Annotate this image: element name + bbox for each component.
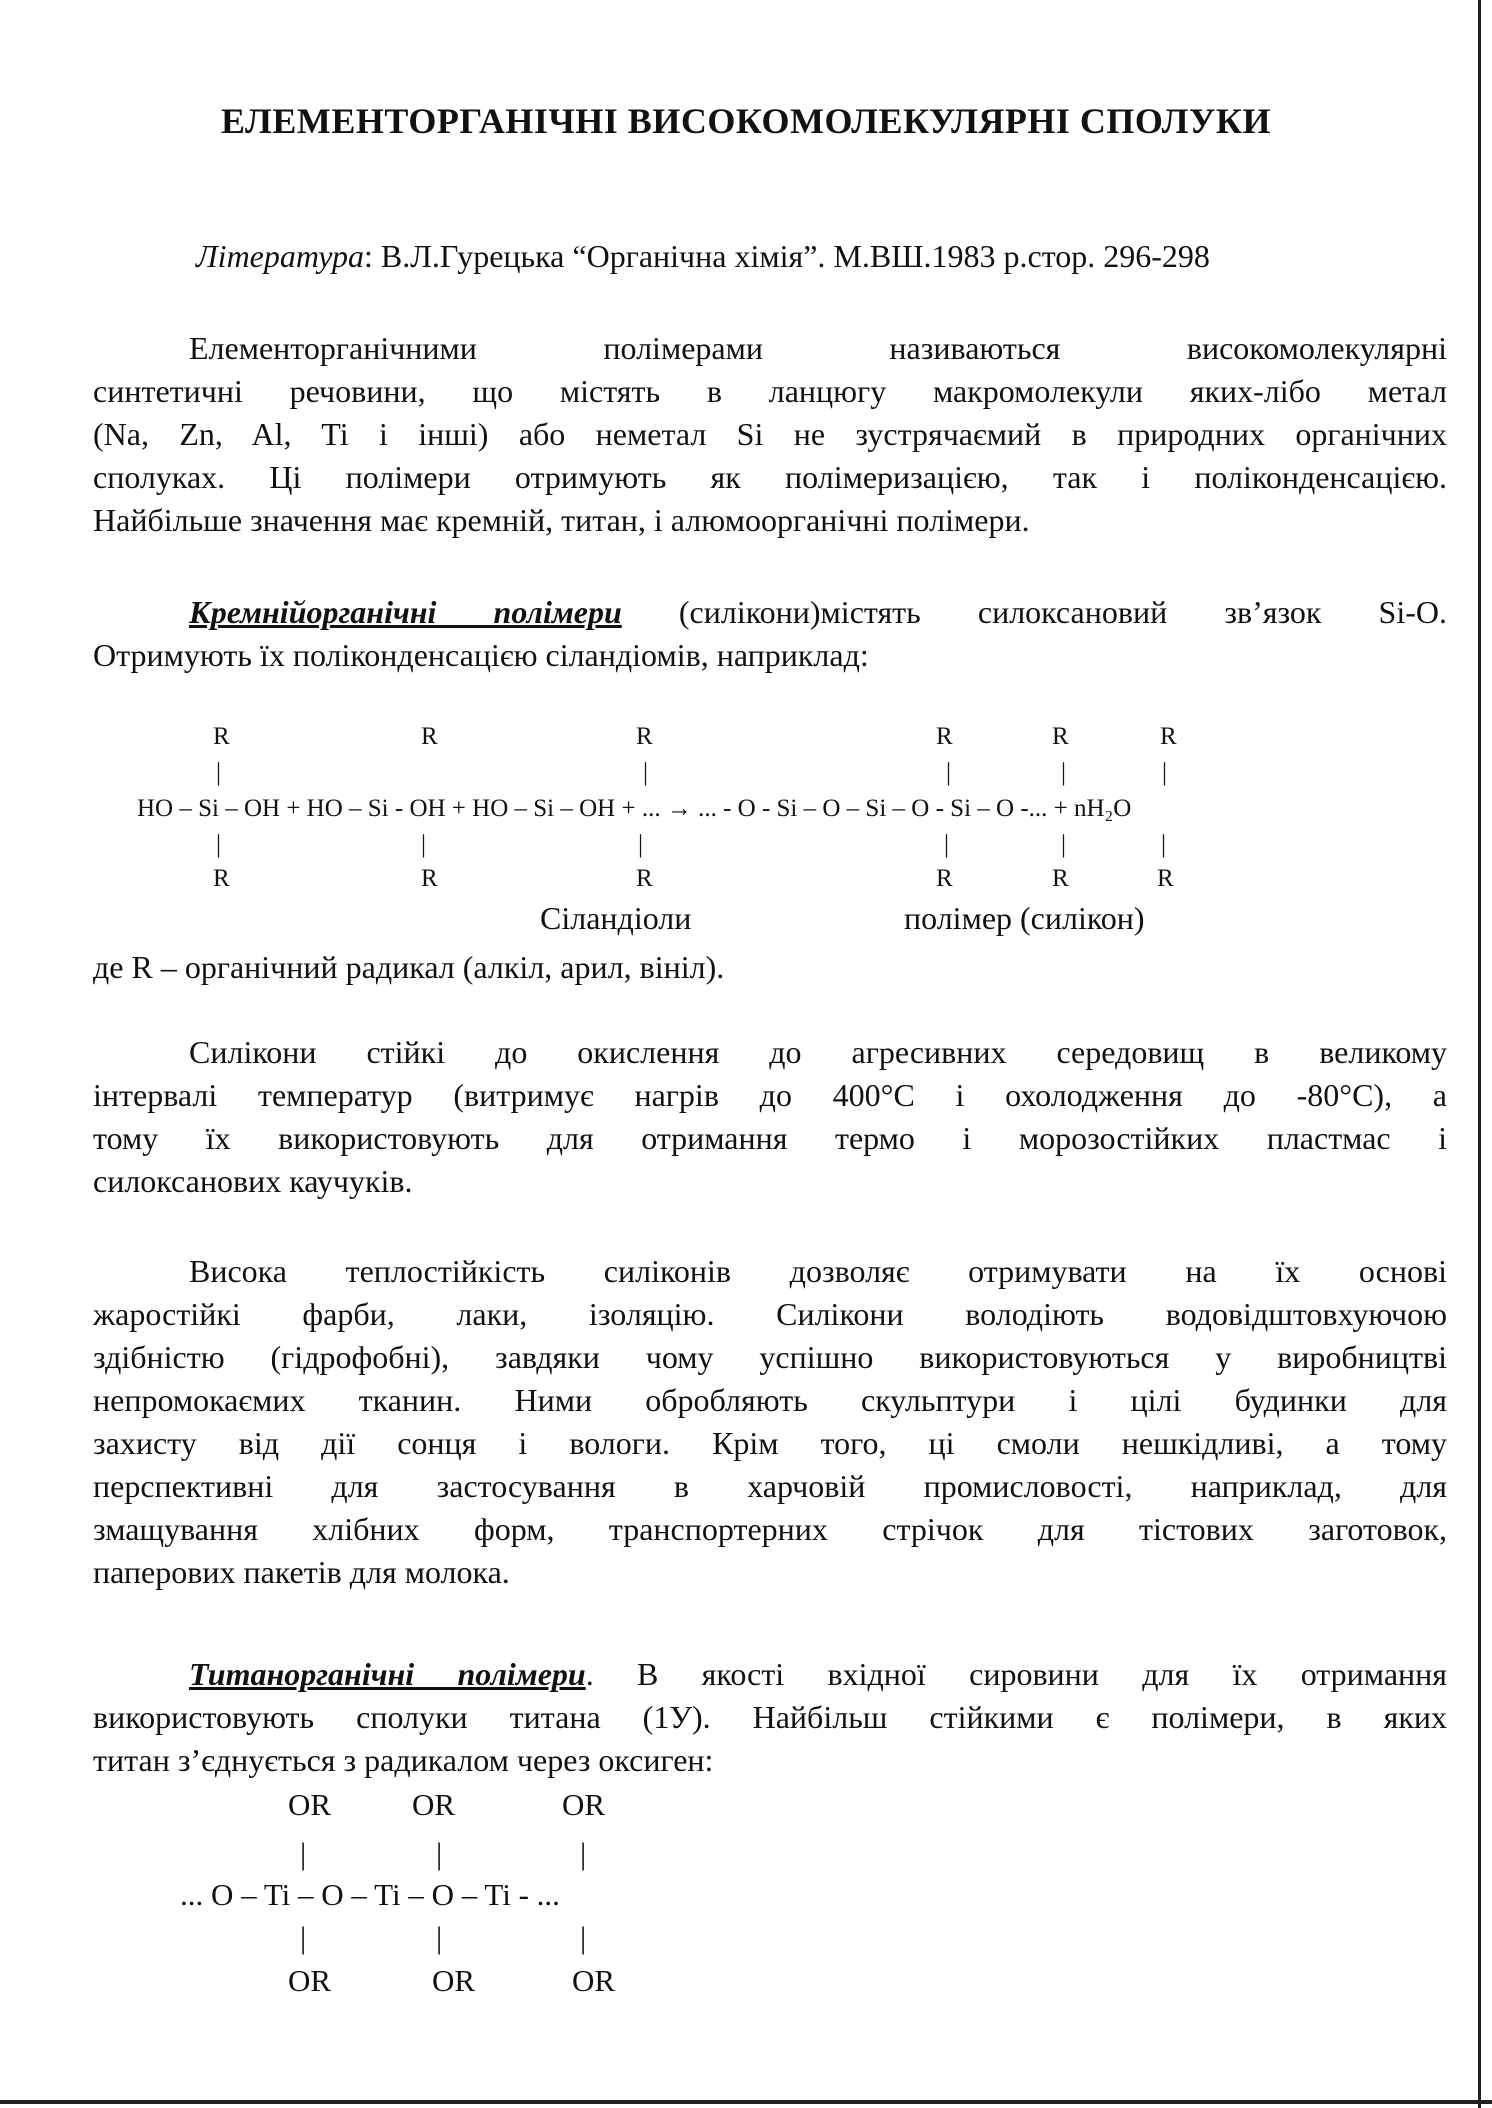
- literature-text: : В.Л.Гурецька “Органічна хімія”. М.ВШ.1983 р.стор. 296-298: [363, 238, 1210, 274]
- scheme2-bond: |: [436, 1920, 443, 1955]
- scheme2-bond: |: [300, 1920, 307, 1955]
- intro-line: Найбільше значення має кремній, титан, і алюмоорганічні полімери.: [93, 502, 1030, 538]
- titanium-line: титан з’єднується з радикалом через оксиген:: [93, 1742, 714, 1778]
- scheme-bond: |: [944, 831, 950, 858]
- scheme2-or-label: OR: [288, 1787, 332, 1822]
- scheme-bond: |: [1162, 759, 1168, 786]
- properties-line: непромокаємих тканин. Ними обробляють скульптури і цілі будинки для: [93, 1382, 1447, 1418]
- properties-line: Силікони стійкі до окислення до агресивних середовищ в великому: [189, 1034, 1447, 1070]
- properties-line: здібністю (гідрофобні), завдяки чому успішно використовуються у виробництві: [93, 1339, 1447, 1375]
- scheme-bond: |: [638, 831, 644, 858]
- scheme-bond: |: [216, 831, 222, 858]
- properties-line: змащування хлібних форм, транспортерних стрічок для тістових заготовок,: [93, 1511, 1447, 1547]
- scheme-bond: |: [1161, 831, 1167, 858]
- properties-line: Висока теплостійкість силіконів дозволяє отримувати на їх основі: [189, 1253, 1447, 1289]
- properties-paragraph-2: [93, 1250, 1447, 1594]
- literature-label: Література: [196, 238, 364, 274]
- scheme-equation: HO – Si – OH + HO – Si - OH + HO – Si – OH + ... → ... - O - Si – O – Si – O - Si – O -... + nH₂O: [137, 795, 1132, 822]
- page-title: ЕЛЕМЕНТОРГАНІЧНІ ВИСОКОМОЛЕКУЛЯРНІ СПОЛУКИ: [220, 101, 1271, 141]
- properties-line: силоксанових каучуків.: [93, 1163, 413, 1199]
- silicon-line: Отримують їх поліконденсацією сіландіомів, наприклад:: [93, 637, 869, 673]
- scheme-bond: |: [421, 831, 427, 858]
- scheme-r-label: R: [936, 865, 953, 892]
- scheme-r-label: R: [1157, 865, 1174, 892]
- intro-line: синтетичні речовини, що містять в ланцюгу макромолекули яких-лібо метал: [93, 373, 1447, 409]
- scheme-r-label: R: [636, 723, 653, 750]
- scheme-bond: |: [1061, 759, 1067, 786]
- scheme-r-label: R: [421, 723, 438, 750]
- page-edge-right: [1478, 0, 1481, 2108]
- scheme-r-label: R: [1160, 723, 1177, 750]
- page-edge-bottom: [0, 2100, 1492, 2104]
- properties-line: паперових пакетів для молока.: [93, 1554, 510, 1590]
- scheme2-bond: |: [580, 1836, 587, 1871]
- intro-line: Елементорганічними полімерами називаються високомолекулярні: [189, 330, 1447, 366]
- scheme2-bond: |: [436, 1836, 443, 1871]
- silicon-line1-rest: (силікони)містять силоксановий зв’язок Si-O.: [621, 594, 1448, 630]
- scheme2-chain: ... O – Ti – O – Ti – O – Ti - ...: [180, 1877, 560, 1912]
- scheme-bond: |: [643, 759, 649, 786]
- scheme-bond: |: [216, 759, 222, 786]
- scheme-r-label: R: [1052, 723, 1069, 750]
- silicon-heading: Кремнійорганічні полімери: [189, 594, 622, 630]
- properties-line: перспективні для застосування в харчовій промисловості, наприклад, для: [93, 1468, 1447, 1504]
- scheme-r-label: R: [213, 865, 230, 892]
- scheme2-bond: |: [300, 1836, 307, 1871]
- properties-line: тому їх використовують для отримання термо і морозостійких пластмас і: [93, 1120, 1447, 1156]
- silicon-line: [93, 591, 1447, 634]
- scheme-bond: |: [1061, 831, 1067, 858]
- scheme2-or-label: OR: [572, 1963, 616, 1998]
- radical-note-line: де R – органічний радикал (алкіл, арил, вініл).: [93, 949, 725, 985]
- scheme-r-label: R: [421, 865, 438, 892]
- titanium-line1-rest: . В якості вхідної сировини для їх отримання: [585, 1656, 1447, 1692]
- scheme-r-label: R: [213, 723, 230, 750]
- scheme2-or-label: OR: [412, 1787, 456, 1822]
- titanium-paragraph: [93, 1653, 1447, 1782]
- scheme-r-label: R: [636, 865, 653, 892]
- scheme2-or-label: OR: [562, 1787, 606, 1822]
- properties-line: жаростійкі фарби, лаки, ізоляцію. Силікони володіють водовідштовхуючою: [93, 1296, 1447, 1332]
- titanium-line: використовують сполуки титана (1У). Найбільш стійкими є полімери, в яких: [93, 1699, 1447, 1735]
- properties-line: захисту від дії сонця і вологи. Крім того, ці смоли нешкідливі, а тому: [93, 1425, 1447, 1461]
- scheme-caption-polymer: полімер (силікон): [904, 900, 1145, 936]
- properties-paragraph-1: [93, 1031, 1447, 1203]
- intro-line: сполуках. Ці полімери отримують як полімеризацією, так і поліконденсацією.: [93, 459, 1447, 495]
- scheme2-or-label: OR: [432, 1963, 476, 1998]
- silicon-paragraph: [93, 591, 1447, 677]
- radical-note: [93, 946, 1447, 989]
- scheme-bond: |: [946, 759, 952, 786]
- titanium-heading: Титанорганічні полімери: [189, 1656, 586, 1692]
- scheme2-or-label: OR: [288, 1963, 332, 1998]
- properties-line: інтервалі температур (витримує нагрів до 400°С і охолодження до -80°С), а: [93, 1077, 1447, 1113]
- intro-line: (Na, Zn, Al, Ti і інші) або неметал Si не зустрячаємий в природних органічних: [93, 416, 1447, 452]
- scheme-r-label: R: [936, 723, 953, 750]
- scheme2-bond: |: [580, 1920, 587, 1955]
- literature-reference: [196, 238, 1456, 275]
- titanium-line: [93, 1653, 1447, 1696]
- scheme-r-label: R: [1052, 865, 1069, 892]
- intro-paragraph: [93, 327, 1447, 542]
- scheme-caption-silandiols: Сіландіоли: [540, 900, 692, 936]
